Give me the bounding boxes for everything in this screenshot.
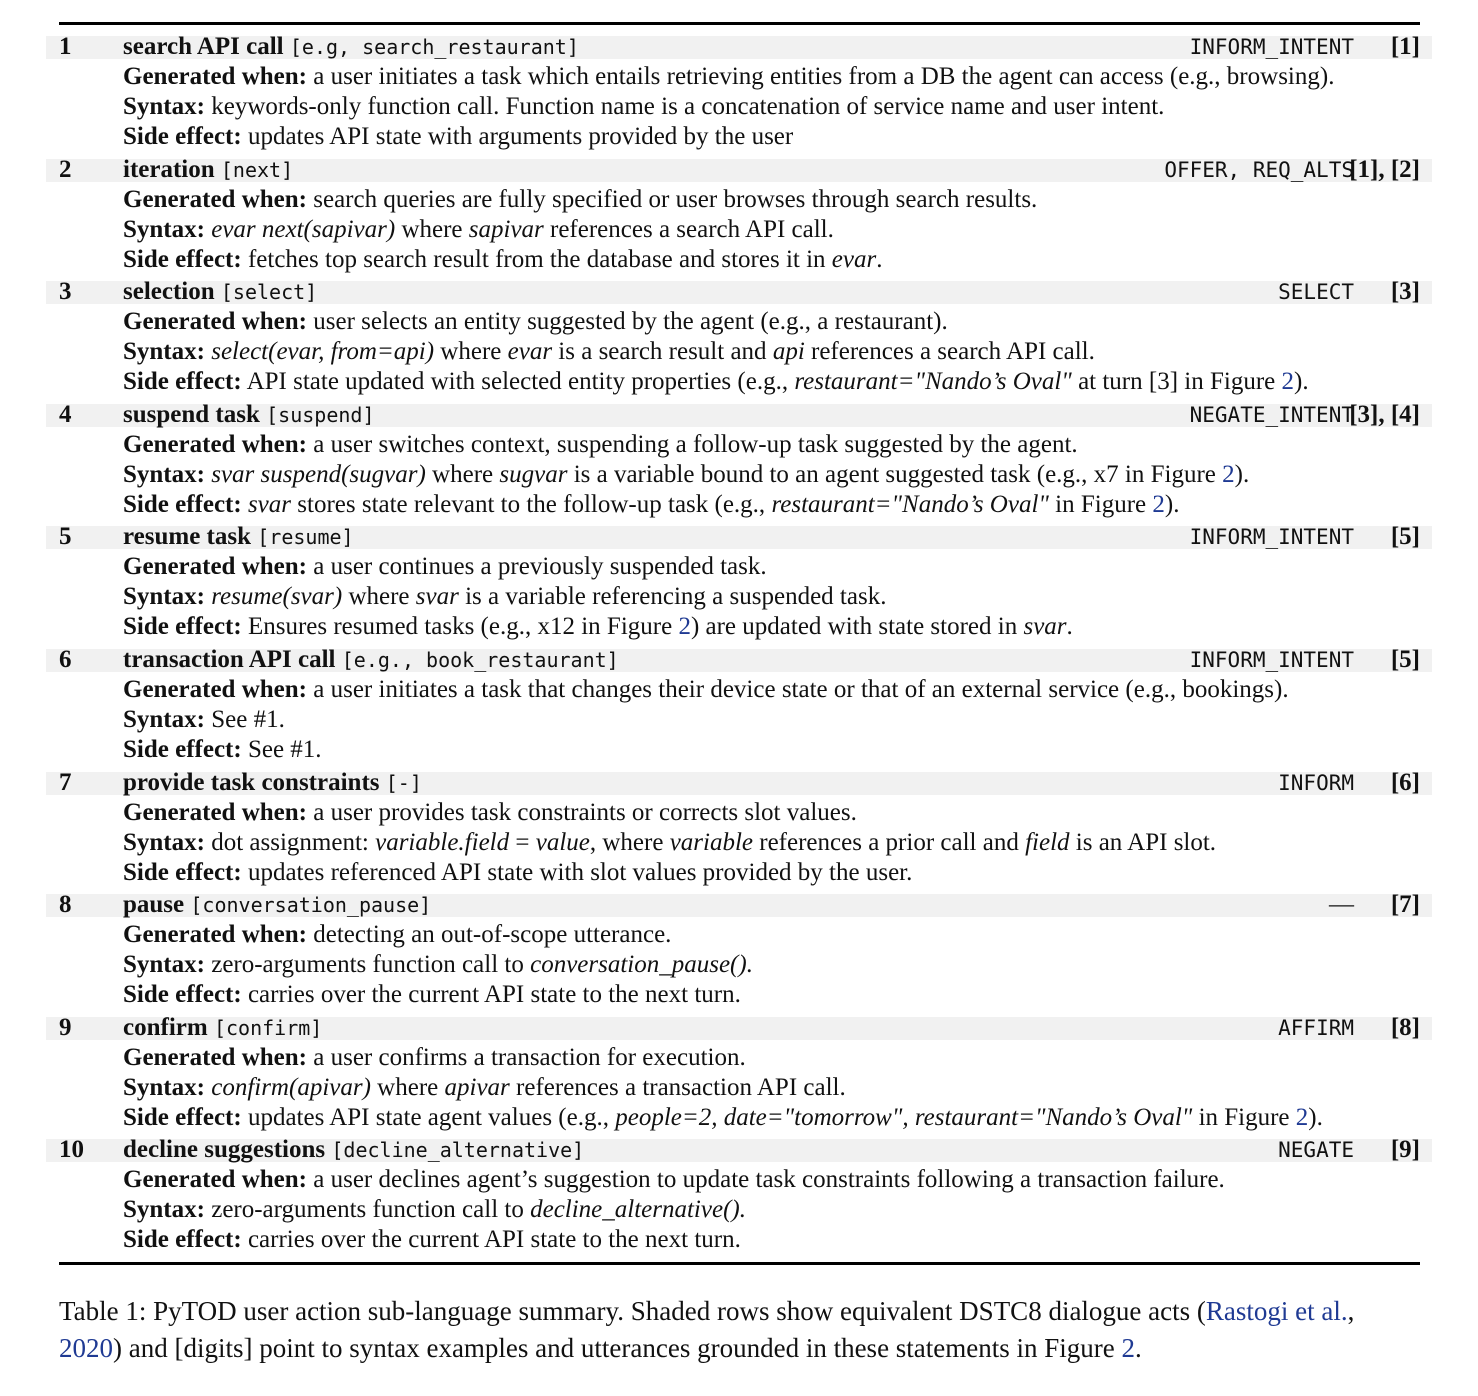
- generated-text: a user initiates a task which entails retrieving entities from a DB the agent can access (e.g., browsing).: [313, 63, 1335, 90]
- dialogue-act: AFFIRM: [1278, 1015, 1354, 1040]
- side-effect-label: Side effect:: [123, 613, 242, 641]
- syntax-code: resume(svar): [211, 583, 343, 611]
- generated-text: search queries are fully specified or user browses through search results.: [313, 185, 1038, 213]
- side-effect-text: stores state relevant to the follow-up task (e.g.,: [291, 490, 772, 518]
- side-effect-line: [123, 122, 793, 152]
- side-effect-label: Side effect:: [123, 490, 242, 518]
- side-effect-var: evar: [831, 245, 877, 273]
- generated-text: a user switches context, suspending a follow-up task suggested by the agent.: [313, 430, 1078, 458]
- action-name: pause: [123, 891, 185, 919]
- action-title: [123, 890, 431, 920]
- side-effect-text: ).: [1164, 490, 1180, 518]
- figure-link[interactable]: 2: [1121, 1333, 1136, 1363]
- action-code: [select]: [220, 280, 318, 305]
- row-number: 7: [59, 768, 72, 796]
- generated-when-line: [123, 552, 767, 582]
- syntax-text: is a search result and: [552, 338, 773, 366]
- syntax-line: [123, 828, 1216, 858]
- side-effect-text: updates API state agent values (e.g.,: [247, 1103, 616, 1131]
- action-title: [123, 768, 422, 798]
- caption-text: ,: [1347, 1296, 1355, 1326]
- dialogue-act: INFORM_INTENT: [1189, 525, 1354, 550]
- action-code: [e.g, search_restaurant]: [289, 35, 579, 59]
- action-title: [123, 1135, 584, 1165]
- side-effect-text: updates referenced API state with slot values provided by the user.: [247, 858, 913, 886]
- generated-label: Generated when:: [123, 185, 307, 213]
- row-number: 10: [59, 1136, 84, 1164]
- side-effect-text: in Figure: [1048, 490, 1153, 518]
- action-name: search API call: [123, 33, 284, 60]
- example-ref: [5]: [1390, 645, 1420, 673]
- figure-link[interactable]: 2: [1295, 1103, 1309, 1131]
- side-effect-line: [123, 980, 741, 1010]
- generated-when-line: [123, 675, 1289, 705]
- action-name: suspend task: [123, 400, 260, 428]
- side-effect-text: .: [1066, 613, 1073, 641]
- table-row: [0, 32, 1478, 155]
- side-effect-line: [123, 1103, 1323, 1133]
- dialogue-act: INFORM: [1278, 770, 1354, 795]
- syntax-text: where: [425, 460, 500, 488]
- syntax-text: zero-arguments function call to: [211, 951, 531, 979]
- dialogue-act: —: [1329, 891, 1354, 919]
- syntax-var: variable.field: [375, 828, 510, 856]
- action-name: confirm: [123, 1013, 208, 1041]
- side-effect-var: people=2, date="tomorrow", restaurant="Nando’s Oval": [615, 1103, 1193, 1131]
- row-number: 4: [59, 400, 72, 428]
- syntax-var: variable: [669, 828, 754, 856]
- row-number: 1: [59, 33, 72, 60]
- side-effect-var: svar: [1023, 613, 1067, 641]
- dialogue-act: INFORM_INTENT: [1189, 35, 1354, 59]
- side-effect-text: carries over the current API state to the next turn.: [247, 981, 741, 1009]
- syntax-label: Syntax:: [123, 583, 205, 611]
- syntax-code: svar suspend(sugvar): [211, 460, 426, 488]
- side-effect-label: Side effect:: [123, 1226, 242, 1254]
- syntax-code: evar next(sapivar): [211, 215, 396, 243]
- syntax-text: references a transaction API call.: [509, 1073, 846, 1101]
- side-effect-line: [123, 367, 1309, 397]
- action-code: [suspend]: [266, 402, 375, 427]
- generated-label: Generated when:: [123, 430, 307, 458]
- side-effect-label: Side effect:: [123, 1103, 242, 1131]
- syntax-label: Syntax:: [123, 705, 205, 733]
- action-name: transaction API call: [123, 645, 336, 673]
- syntax-text: where: [434, 338, 508, 366]
- caption-text: Table 1: PyTOD user action sub-language summary. Shaded rows show equivalent DSTC8 dialogue acts (: [59, 1296, 1206, 1326]
- citation-link[interactable]: Rastogi et al.: [1205, 1296, 1348, 1326]
- side-effect-var: restaurant="Nando’s Oval": [771, 490, 1049, 518]
- generated-when-line: [123, 185, 1037, 215]
- syntax-label: Syntax:: [123, 93, 205, 120]
- action-title: [123, 1013, 322, 1043]
- syntax-label: Syntax:: [123, 1073, 205, 1101]
- example-ref: [3]: [1390, 278, 1420, 306]
- row-number: 9: [59, 1013, 72, 1041]
- syntax-text: references a prior call and: [753, 828, 1026, 856]
- dialogue-act: NEGATE: [1278, 1138, 1354, 1163]
- side-effect-text: Ensures resumed tasks (e.g., x12 in Figure: [247, 613, 679, 641]
- syntax-text: references a search API call.: [804, 338, 1095, 366]
- table-row: [0, 400, 1478, 523]
- generated-when-line: [123, 798, 857, 828]
- dialogue-act: SELECT: [1278, 280, 1354, 305]
- action-code: [resume]: [257, 525, 354, 550]
- generated-label: Generated when:: [123, 63, 307, 90]
- top-rule: [59, 22, 1420, 25]
- syntax-text: zero-arguments function call to: [211, 1196, 531, 1224]
- dialogue-act: INFORM_INTENT: [1189, 647, 1354, 672]
- side-effect-text: ) are updated with state stored in: [690, 613, 1024, 641]
- side-effect-label: Side effect:: [123, 245, 242, 273]
- row-number: 3: [59, 278, 72, 306]
- table-row: [0, 890, 1478, 1013]
- side-effect-label: Side effect:: [123, 735, 242, 763]
- bottom-rule: [59, 1262, 1420, 1265]
- generated-when-line: [123, 430, 1078, 460]
- generated-when-line: [123, 920, 671, 950]
- side-effect-var: restaurant="Nando’s Oval": [794, 368, 1072, 396]
- action-title: [123, 645, 619, 675]
- generated-text: user selects an entity suggested by the agent (e.g., a restaurant).: [313, 308, 948, 336]
- generated-text: a user confirms a transaction for execution.: [313, 1043, 746, 1071]
- syntax-text: is a variable bound to an agent suggested task (e.g., x7 in Figure: [567, 460, 1223, 488]
- action-title: [123, 522, 354, 552]
- table-caption: [59, 1293, 1421, 1367]
- syntax-text: See #1.: [211, 705, 285, 733]
- syntax-var: value: [535, 828, 590, 856]
- syntax-var: evar: [507, 338, 553, 366]
- side-effect-line: [123, 612, 1073, 642]
- table-row: [0, 1013, 1478, 1136]
- generated-when-line: [123, 307, 948, 337]
- side-effect-label: Side effect:: [123, 123, 242, 150]
- action-name: provide task constraints: [123, 768, 380, 796]
- generated-text: a user provides task constraints or corrects slot values.: [313, 798, 857, 826]
- generated-label: Generated when:: [123, 921, 307, 949]
- syntax-line: [123, 950, 753, 980]
- generated-text: a user continues a previously suspended task.: [313, 553, 767, 581]
- action-code: [next]: [220, 157, 294, 182]
- syntax-line: [123, 337, 1095, 367]
- syntax-var: apivar: [444, 1073, 510, 1101]
- generated-when-line: [123, 62, 1334, 92]
- syntax-text: references a search API call.: [543, 215, 834, 243]
- syntax-text: keywords-only function call. Function name is a concatenation of service name and user intent.: [211, 93, 1165, 120]
- generated-label: Generated when:: [123, 1043, 307, 1071]
- table-row: [0, 155, 1478, 278]
- side-effect-label: Side effect:: [123, 981, 242, 1009]
- syntax-code: select(evar, from=api): [211, 338, 435, 366]
- action-title: [123, 155, 293, 185]
- figure-link[interactable]: 2: [1281, 368, 1294, 396]
- syntax-var: sugvar: [499, 460, 568, 488]
- generated-label: Generated when:: [123, 308, 307, 336]
- syntax-code: conversation_pause().: [530, 951, 753, 979]
- caption-text: ) and [digits] point to syntax examples and utterances grounded in these statements in Figure: [113, 1333, 1122, 1363]
- example-ref: [1], [2]: [1349, 155, 1420, 183]
- figure-link[interactable]: 2: [1152, 490, 1165, 518]
- syntax-text: dot assignment:: [211, 828, 376, 856]
- syntax-var: svar: [415, 583, 459, 611]
- syntax-var: api: [772, 338, 805, 366]
- syntax-label: Syntax:: [123, 828, 205, 856]
- action-code: [conversation_pause]: [190, 893, 432, 918]
- syntax-label: Syntax:: [123, 215, 205, 243]
- generated-label: Generated when:: [123, 553, 307, 581]
- syntax-text: is an API slot.: [1069, 828, 1217, 856]
- row-number: 6: [59, 645, 72, 673]
- side-effect-line: [123, 858, 912, 888]
- syntax-var: sapivar: [468, 215, 544, 243]
- side-effect-line: [123, 735, 322, 765]
- syntax-text: , where: [589, 828, 670, 856]
- syntax-text: ).: [1234, 460, 1250, 488]
- syntax-var: field: [1025, 828, 1070, 856]
- generated-text: detecting an out-of-scope utterance.: [313, 921, 672, 949]
- generated-text: a user declines agent’s suggestion to update task constraints following a transaction failure.: [313, 1166, 1225, 1194]
- side-effect-line: [123, 490, 1179, 520]
- citation-year-link[interactable]: 2020: [59, 1333, 113, 1363]
- example-ref: [6]: [1390, 768, 1420, 796]
- syntax-text: where: [342, 583, 416, 611]
- dialogue-act: OFFER, REQ_ALTS: [1164, 157, 1354, 182]
- syntax-line: [123, 1195, 746, 1225]
- generated-when-line: [123, 1165, 1225, 1195]
- example-ref: [3], [4]: [1349, 400, 1420, 428]
- figure-link[interactable]: 2: [1222, 460, 1235, 488]
- action-title: [123, 32, 579, 62]
- syntax-text: is a variable referencing a suspended task.: [458, 583, 887, 611]
- syntax-label: Syntax:: [123, 338, 205, 366]
- action-name: selection: [123, 278, 215, 306]
- side-effect-label: Side effect:: [123, 858, 242, 886]
- action-name: iteration: [123, 155, 215, 183]
- side-effect-line: [123, 245, 882, 275]
- generated-label: Generated when:: [123, 798, 307, 826]
- example-ref: [5]: [1390, 523, 1420, 551]
- syntax-line: [123, 582, 886, 612]
- action-table: [0, 32, 1478, 1258]
- example-ref: [1]: [1390, 33, 1420, 60]
- side-effect-text: updates API state with arguments provided by the user: [247, 123, 794, 150]
- action-title: [123, 277, 317, 307]
- action-code: [-]: [385, 770, 422, 795]
- generated-label: Generated when:: [123, 675, 307, 703]
- table-row: [0, 277, 1478, 400]
- syntax-code: confirm(apivar): [211, 1073, 371, 1101]
- caption-text: .: [1135, 1333, 1142, 1363]
- example-ref: [8]: [1390, 1013, 1420, 1041]
- syntax-label: Syntax:: [123, 460, 205, 488]
- side-effect-text: ).: [1294, 368, 1309, 396]
- side-effect-text: ).: [1308, 1103, 1323, 1131]
- syntax-line: [123, 460, 1249, 490]
- side-effect-line: [123, 1225, 741, 1255]
- syntax-text: where: [395, 215, 469, 243]
- side-effect-text: See #1.: [247, 735, 322, 763]
- action-code: [e.g., book_restaurant]: [341, 647, 619, 672]
- generated-when-line: [123, 1043, 746, 1073]
- syntax-line: [123, 92, 1164, 122]
- generated-text: a user initiates a task that changes their device state or that of an external service (e.g., bookings).: [313, 675, 1289, 703]
- side-effect-var: svar: [247, 490, 292, 518]
- row-number: 5: [59, 523, 72, 551]
- row-number: 2: [59, 155, 72, 183]
- figure-link[interactable]: 2: [678, 613, 691, 641]
- example-ref: [9]: [1390, 1136, 1420, 1164]
- dialogue-act: NEGATE_INTENT: [1189, 402, 1354, 427]
- syntax-line: [123, 1073, 846, 1103]
- side-effect-text: in Figure: [1192, 1103, 1296, 1131]
- syntax-line: [123, 705, 285, 735]
- syntax-line: [123, 215, 834, 245]
- table-row: [0, 1135, 1478, 1258]
- side-effect-text: at turn [3] in Figure: [1071, 368, 1282, 396]
- action-name: resume task: [123, 523, 252, 551]
- example-ref: [7]: [1390, 891, 1420, 919]
- action-title: [123, 400, 375, 430]
- row-number: 8: [59, 891, 72, 919]
- action-name: decline suggestions: [123, 1136, 326, 1164]
- side-effect-label: Side effect:: [123, 368, 242, 396]
- syntax-text: where: [370, 1073, 445, 1101]
- syntax-text: =: [509, 828, 536, 856]
- side-effect-text: API state updated with selected entity properties (e.g.,: [246, 368, 795, 396]
- syntax-label: Syntax:: [123, 951, 205, 979]
- generated-label: Generated when:: [123, 1166, 307, 1194]
- action-code: [decline_alternative]: [331, 1138, 585, 1163]
- table-row: [0, 645, 1478, 768]
- syntax-code: decline_alternative().: [530, 1196, 746, 1224]
- side-effect-text: .: [876, 245, 883, 273]
- side-effect-text: fetches top search result from the database and stores it in: [247, 245, 832, 273]
- table-row: [0, 768, 1478, 891]
- table-row: [0, 522, 1478, 645]
- side-effect-text: carries over the current API state to the next turn.: [247, 1226, 741, 1254]
- syntax-label: Syntax:: [123, 1196, 205, 1224]
- action-code: [confirm]: [213, 1015, 323, 1040]
